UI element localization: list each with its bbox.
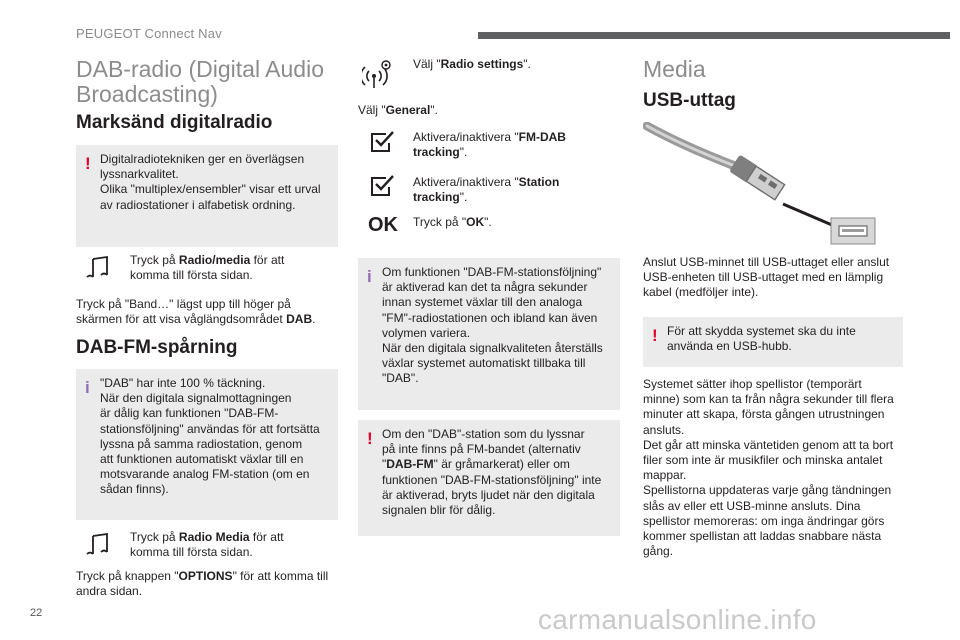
usb-cable-illustration xyxy=(643,122,883,248)
text-line: spellistor memoreras: om inga ändringar görs xyxy=(643,513,885,528)
text-line: stationsföljning" användas för att fortsätta xyxy=(100,421,320,436)
step-ok xyxy=(413,215,620,230)
music-note-icon xyxy=(86,532,110,558)
text-line: mappar. xyxy=(643,468,687,483)
text-part: för att xyxy=(250,253,285,267)
paragraph-playlists xyxy=(643,377,905,559)
text-part: för att xyxy=(249,530,284,544)
text-line: När den digitala signalkvaliteten återställs xyxy=(382,341,603,356)
text-line: Spellistorna uppdateras varje gång tändningen xyxy=(643,483,892,498)
text-line: andra sidan. xyxy=(76,584,143,599)
text-line: Olika "multiplex/ensembler" visar ett urval xyxy=(100,182,321,197)
text-part: Radio settings xyxy=(440,57,524,71)
page-title-line: DAB-radio (Digital Audio xyxy=(76,56,325,82)
text-part: " är gråmarkerat) eller om xyxy=(433,457,570,472)
info-text xyxy=(100,376,330,498)
step-fm-dab-tracking xyxy=(413,130,620,160)
text-line: Om funktionen "DAB-FM-stationsföljning" xyxy=(382,265,602,279)
text-part: ". xyxy=(523,57,531,71)
text-line: Digitalradiotekniken ger en överlägsen xyxy=(100,152,305,166)
text-line xyxy=(413,130,620,145)
text-line: "DAB-FM" är gråmarkerat) eller om xyxy=(382,457,570,472)
text-line: är dålig kan funktionen "DAB-FM- xyxy=(100,406,279,421)
warning-text xyxy=(100,152,330,213)
text-line: Anslut USB-minnet till USB-uttaget eller anslut xyxy=(643,255,890,269)
text-part: tracking xyxy=(413,190,460,205)
info-icon: i xyxy=(367,267,372,286)
text-part: . xyxy=(312,312,316,327)
text-line: ansluts. xyxy=(643,422,685,437)
text-line xyxy=(76,569,338,584)
paragraph-connect xyxy=(643,255,905,301)
checkbox-icon xyxy=(369,174,395,198)
warning-text xyxy=(667,324,895,354)
text-line: kommer spellistan att laddas snabbare nästa xyxy=(643,529,882,544)
text-line xyxy=(130,253,338,268)
text-part: Tryck på knappen " xyxy=(76,569,179,583)
warning-box xyxy=(76,145,338,247)
text-line: att funktionen automatiskt växlar till en xyxy=(100,452,304,467)
text-part: FM-DAB xyxy=(518,130,566,144)
text-part: DAB xyxy=(286,312,313,327)
warning-box xyxy=(643,317,903,367)
text-part: ". xyxy=(430,103,438,117)
warning-icon: ! xyxy=(652,326,658,345)
text-line: Om den "DAB"-station som du lyssnar xyxy=(382,427,585,441)
page-title xyxy=(76,57,338,107)
music-note-icon xyxy=(86,255,110,281)
text-line: av radiostationer i alfabetisk ordning. xyxy=(100,197,296,212)
text-part: ". xyxy=(484,215,492,229)
ok-icon: OK xyxy=(368,214,398,236)
text-line: "DAB" har inte 100 % täckning. xyxy=(100,376,266,390)
text-line xyxy=(413,190,620,205)
text-part: Radio/media xyxy=(178,253,251,267)
text-part: Aktivera/inaktivera " xyxy=(413,130,519,144)
text-part: tracking xyxy=(413,145,460,160)
text-part: Välj " xyxy=(413,57,441,71)
text-line: lyssna på samma radiostation, genom xyxy=(100,436,303,451)
text-line: är aktiverad kan det ta några sekunder xyxy=(382,280,588,295)
text-line: funktionen "DAB-FM-stationsföljning" inte xyxy=(382,472,602,487)
page-number: 22 xyxy=(30,607,43,619)
warning-text xyxy=(382,427,612,518)
document-header: PEUGEOT Connect Nav xyxy=(76,26,222,41)
text-line xyxy=(413,175,620,190)
text-line: volymen variera. xyxy=(382,325,471,340)
text-line: minne) som kan ta från några sekunder till flera xyxy=(643,392,894,407)
warning-box xyxy=(358,420,620,536)
text-line: använda en USB-hubb. xyxy=(667,339,792,354)
warning-icon: ! xyxy=(367,429,373,448)
text-line: lyssnarkvalitet. xyxy=(100,167,179,182)
page-title-line: Broadcasting) xyxy=(76,81,218,107)
step-radio-media xyxy=(130,253,338,283)
text-part: OPTIONS xyxy=(178,569,233,583)
text-line: Tryck på "Band…" lägst upp till höger på xyxy=(76,297,291,311)
media-title: Media xyxy=(643,56,706,82)
text-part: Välj " xyxy=(358,103,386,117)
text-part: ". xyxy=(459,190,468,205)
paragraph-options xyxy=(76,569,338,599)
text-part: DAB-FM xyxy=(386,457,434,472)
text-line: När den digitala signalmottagningen xyxy=(100,391,292,406)
text-line: För att skydda systemet ska du inte xyxy=(667,324,856,338)
text-line: signalen blir för dålig. xyxy=(382,503,496,518)
info-box xyxy=(76,369,338,520)
text-line: filer som inte är musikfiler och minska antalet xyxy=(643,453,883,468)
text-line: är aktiverad, bryts ljudet när den digitala xyxy=(382,487,595,502)
checkbox-icon xyxy=(369,130,395,154)
text-line: minuter att skapa, första gången utrustningen xyxy=(643,407,885,422)
text-line xyxy=(413,145,620,160)
text-part: Tryck på xyxy=(130,530,179,544)
text-part: Aktivera/inaktivera " xyxy=(413,175,519,189)
text-line: komma till första sidan. xyxy=(130,545,253,560)
info-text xyxy=(382,265,612,387)
section-title: DAB-FM-spårning xyxy=(76,337,238,358)
text-line: gång. xyxy=(643,544,674,559)
text-line: USB-enheten till USB-uttaget med en lämplig xyxy=(643,270,884,285)
header-bar xyxy=(478,32,950,39)
text-part: Station xyxy=(518,175,560,189)
text-part: skärmen för att visa våglängdsområdet xyxy=(76,312,287,327)
text-part: General xyxy=(385,103,431,117)
paragraph-band xyxy=(76,297,338,327)
text-line xyxy=(130,530,338,545)
watermark: carmanualsonline.info xyxy=(538,604,817,635)
text-part: " för att komma till xyxy=(232,569,329,583)
radio-settings-icon xyxy=(362,58,392,90)
info-icon: i xyxy=(85,378,90,397)
text-part: ". xyxy=(459,145,468,160)
text-line xyxy=(76,312,338,327)
text-part: Tryck på " xyxy=(413,215,467,229)
text-line: på inte finns på FM-bandet (alternativ xyxy=(382,442,581,457)
step-general xyxy=(358,103,620,118)
step-radio-settings xyxy=(413,57,620,72)
step-station-tracking xyxy=(413,175,620,205)
text-line: Systemet sätter ihop spellistor (temporärt xyxy=(643,377,862,391)
text-line: "FM"-radiostationen och ibland kan även xyxy=(382,310,598,325)
text-line: slås av eller ett USB-minne ansluts. Dina xyxy=(643,498,861,513)
text-line: komma till första sidan. xyxy=(130,268,253,283)
text-line: motsvarande analog FM-station (om en xyxy=(100,467,310,482)
section-title: Marksänd digitalradio xyxy=(76,112,273,133)
text-line: sådan finns). xyxy=(100,482,169,497)
text-line: växlar systemet automatiskt tillbaka till xyxy=(382,356,586,371)
text-part: Tryck på xyxy=(130,253,179,267)
text-line: "DAB". xyxy=(382,371,419,386)
text-part: OK xyxy=(466,215,485,229)
warning-icon: ! xyxy=(85,154,91,173)
section-title: USB-uttag xyxy=(643,90,736,111)
step-radio-media-2 xyxy=(130,530,338,560)
text-line: Det går att minska väntetiden genom att ta bort xyxy=(643,437,894,452)
info-box xyxy=(358,258,620,410)
text-part: Radio Media xyxy=(178,530,250,544)
text-line: innan systemet växlar till den analoga xyxy=(382,295,583,310)
text-line: kabel (medföljer inte). xyxy=(643,285,759,300)
